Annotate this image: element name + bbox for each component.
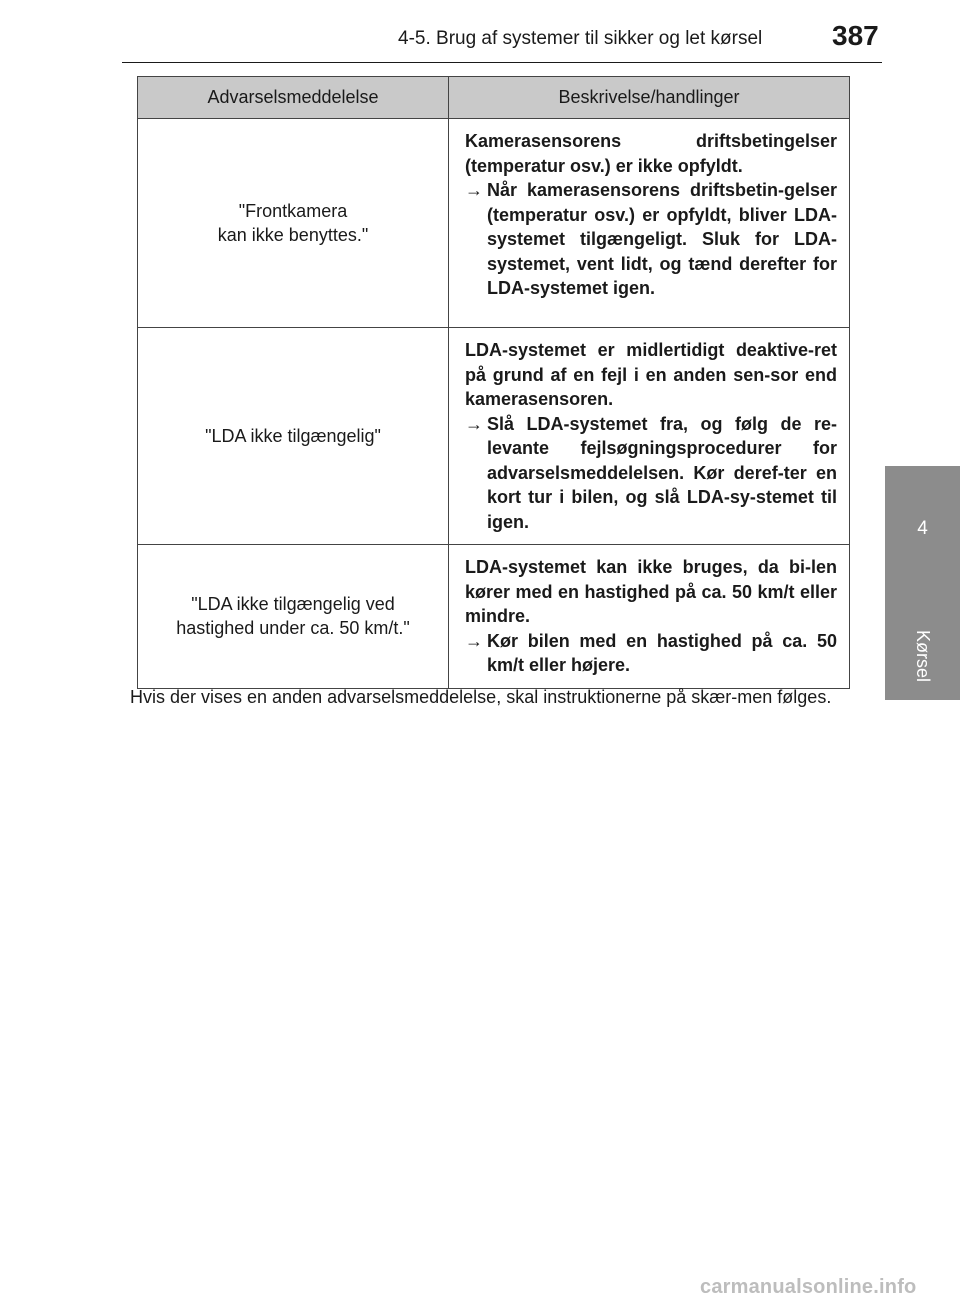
table-header-row — [138, 77, 850, 119]
table-row — [138, 545, 850, 689]
action-item — [465, 178, 837, 301]
warning-message-table — [137, 76, 850, 689]
arrow-icon: → — [465, 630, 483, 651]
column-header-message: Advarselsmeddelelse — [138, 77, 449, 119]
action-text: Når kamerasensorens driftsbetin-gelser (temperatur osv.) er opfyldt, bliver LDA-systemet tilgængeligt. Sluk for LDA-systemet, vent lidt, og tænd derefter for LDA-systemet igen. — [487, 180, 837, 298]
footnote-text: Hvis der vises en anden advarselsmeddelelse, skal instruktionerne på skær-men følges. — [130, 687, 832, 707]
arrow-icon: → — [465, 180, 483, 200]
description-cell — [449, 328, 850, 545]
condition-text: Kamerasensorens driftsbetingelser (temperatur osv.) er ikke opfyldt. — [465, 131, 837, 176]
condition-text: LDA-systemet er midlertidigt deaktive-ret på grund af en fejl i en anden sen-sor end kamerasensoren. — [465, 340, 837, 409]
description-cell — [449, 119, 850, 328]
table-row — [138, 328, 850, 545]
section-title: 4-5. Brug af systemer til sikker og let kørsel — [398, 28, 763, 49]
table-row — [138, 119, 850, 328]
page-number: 387 — [832, 20, 879, 51]
warning-message-line: kan ikke benyttes." — [217, 225, 369, 245]
column-header-description: Beskrivelse/handlinger — [449, 77, 850, 119]
chapter-label: Kørsel — [913, 630, 934, 683]
chapter-number: 4 — [917, 518, 928, 539]
warning-message-cell — [138, 545, 449, 689]
watermark: carmanualsonline.info — [700, 1276, 917, 1298]
warning-message-line: "LDA ikke tilgængelig" — [205, 426, 381, 446]
warning-message-line: "Frontkamera — [238, 201, 348, 221]
action-item — [465, 412, 837, 535]
warning-message-line: hastighed under ca. 50 km/t." — [176, 618, 410, 639]
warning-message-line: "LDA ikke tilgængelig ved — [191, 594, 395, 615]
action-text: Kør bilen med en hastighed på ca. 50 km/t eller højere. — [487, 630, 837, 675]
warning-message-cell — [138, 119, 449, 328]
chapter-tab — [885, 466, 960, 700]
warning-message-cell — [138, 328, 449, 545]
description-cell — [449, 545, 850, 689]
condition-text: LDA-systemet kan ikke bruges, da bi-len kører med en hastighed på ca. 50 km/t eller mindre. — [465, 557, 837, 626]
action-item — [465, 629, 837, 678]
arrow-icon: → — [465, 413, 483, 434]
header-divider — [122, 62, 882, 63]
action-text: Slå LDA-systemet fra, og følg de re-levante fejlsøgningsprocedurer for advarselsmeddelelsen. Kør deref-ter en kort tur i bilen, og slå LDA-sy-stemet til igen. — [487, 413, 837, 532]
